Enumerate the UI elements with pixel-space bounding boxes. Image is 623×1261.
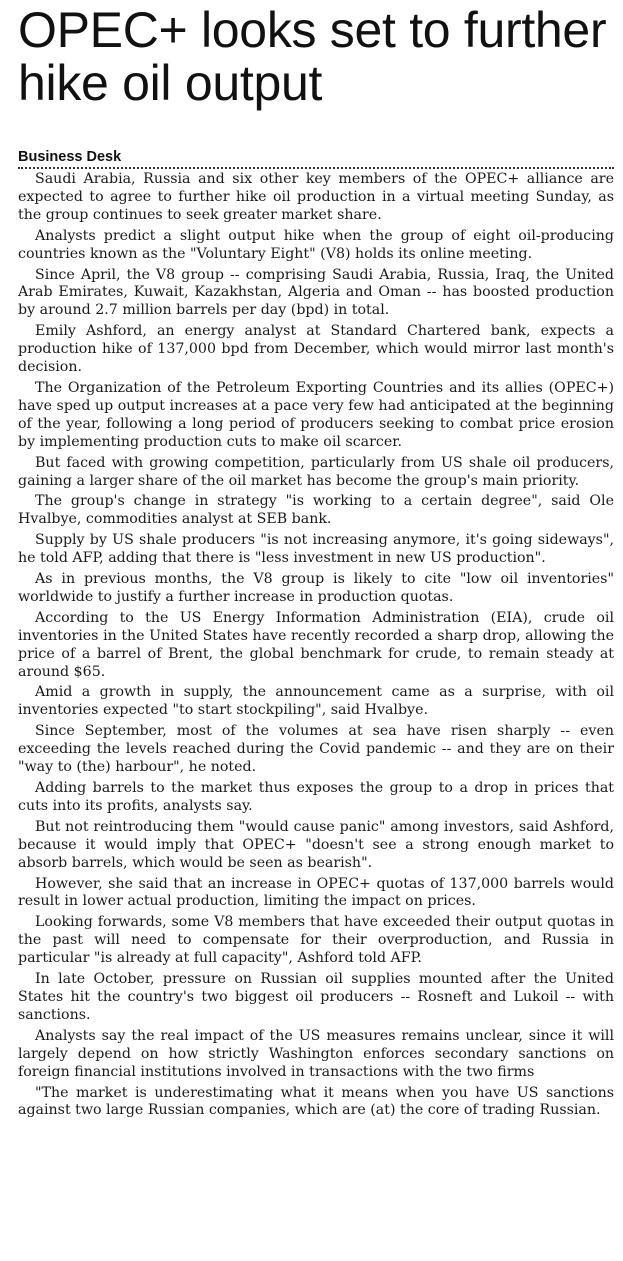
paragraph: However, she said that an increase in OPEC+ quotas of 137,000 barrels would result in lower actual production, limiting the impact on prices. [18,875,614,910]
paragraph: The Organization of the Petroleum Exporting Countries and its allies (OPEC+) have sped up output increases at a pace very few had anticipated at the beginning of the year, following a long period of producers seeking to combat price erosion by implementing production cuts to make oil scarcer. [18,379,614,450]
paragraph: Emily Ashford, an energy analyst at Standard Chartered bank, expects a production hike of 137,000 bpd from December, which would mirror last month's decision. [18,323,614,376]
paragraph: The group's change in strategy "is working to a certain degree", said Ole Hvalbye, commodities analyst at SEB bank. [18,493,614,528]
paragraph: As in previous months, the V8 group is likely to cite "low oil inventories" worldwide to justify a further increase in production quotas. [18,571,614,605]
paragraph: Since September, most of the volumes at sea have risen sharply -- even exceeding the levels reached during the Covid pandemic -- and they are on their "way to (the) harbour", he noted. [18,723,614,776]
paragraph: Looking forwards, some V8 members that have exceeded their output quotas in the past will need to compensate for their overproduction, and Russia in particular "is already at full capacity", Ashford told AFP. [18,914,614,967]
paragraph: Amid a growth in supply, the announcement came as a surprise, with oil inventories expected "to start stockpiling", said Hvalbye. [18,684,614,719]
paragraph: Saudi Arabia, Russia and six other key members of the OPEC+ alliance are expected to agree to further hike oil production in a virtual meeting Sunday, as the group continues to seek greater market share. [18,171,614,223]
byline: Business Desk [18,148,614,169]
paragraph: According to the US Energy Information Administration (EIA), crude oil inventories in the United States have recently recorded a sharp drop, allowing the price of a barrel of Brent, the global benchmark for crude, to remain steady at around $65. [18,609,614,680]
paragraph: But faced with growing competition, particularly from US shale oil producers, gaining a larger share of the oil market has become the group's main priority. [18,454,614,489]
paragraph: Since April, the V8 group -- comprising Saudi Arabia, Russia, Iraq, the United Arab Emirates, Kuwait, Kazakhstan, Algeria and Oman -- has boosted production by around 2.7 million barrels per day (bpd) in total. [18,266,614,319]
paragraph: Analysts say the real impact of the US measures remains unclear, since it will largely depend on how strictly Washington enforces secondary sanctions on foreign financial institutions involved in transactions with the two firms [18,1027,614,1080]
paragraph: Analysts predict a slight output hike when the group of eight oil-producing countries known as the "Voluntary Eight" (V8) holds its online meeting. [18,227,614,262]
headline: OPEC+ looks set to further hike oil output [18,2,607,111]
article [18,4,614,1123]
article-body [18,171,614,1120]
paragraph: Adding barrels to the market thus exposes the group to a drop in prices that cuts into its profits, analysts say. [18,780,614,814]
paragraph: In late October, pressure on Russian oil supplies mounted after the United States hit the country's two biggest oil producers -- Rosneft and Lukoil -- with sanctions. [18,971,614,1023]
paragraph: "The market is underestimating what it means when you have US sanctions against two large Russian companies, which are (at) the core of trading Russian. [18,1084,614,1119]
paragraph: But not reintroducing them "would cause panic" among investors, said Ashford, because it would imply that OPEC+ "doesn't see a strong enough market to absorb barrels, which would be seen as bearish". [18,818,614,871]
paragraph: Supply by US shale producers "is not increasing anymore, it's going sideways", he told AFP, adding that there is "less investment in new US production". [18,532,614,567]
